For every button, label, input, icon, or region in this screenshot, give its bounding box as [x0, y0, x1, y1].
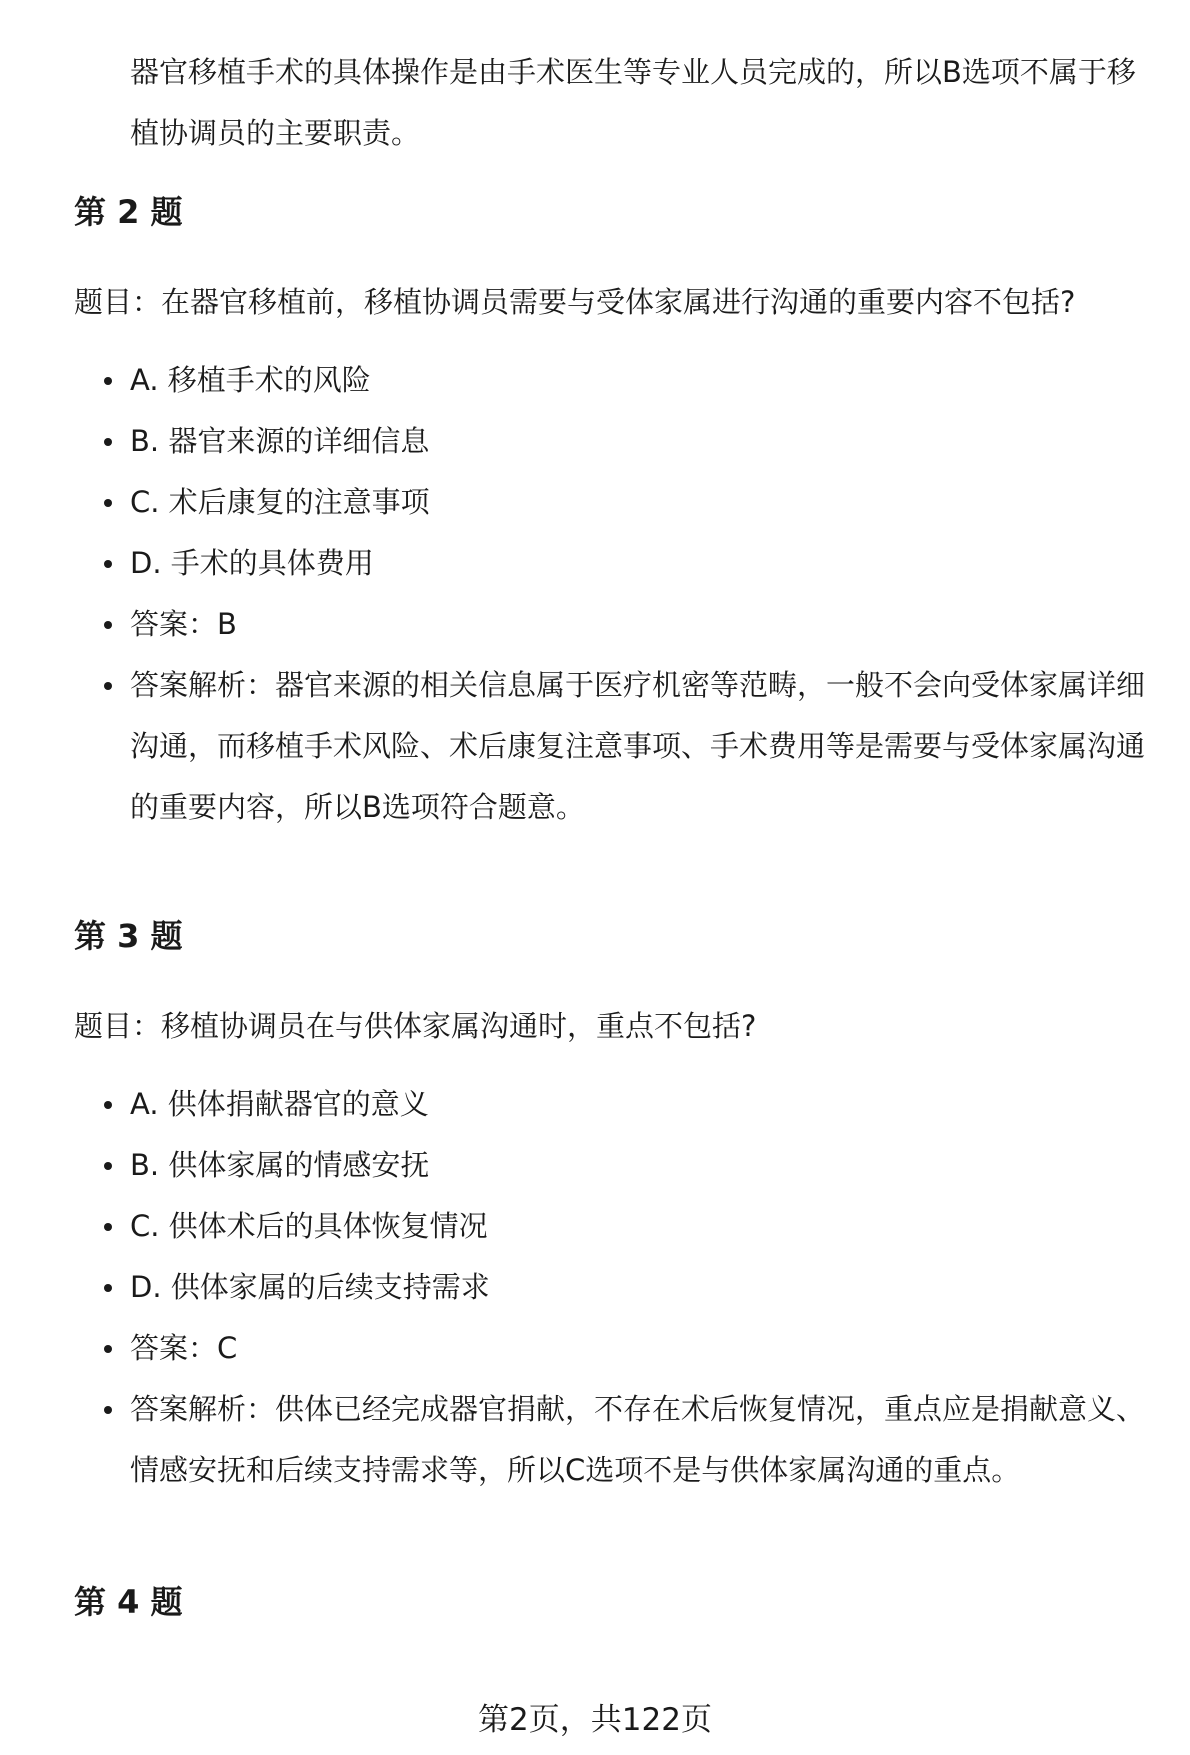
question-3-options [0, 1074, 1190, 1501]
bullet-icon [104, 499, 112, 507]
question-4-heading: 第 4 题 [74, 1583, 183, 1621]
question-3-answer: 答案：C [0, 1318, 1190, 1379]
question-2-option-c: C. 术后康复的注意事项 [0, 472, 1190, 533]
bullet-icon [104, 377, 112, 385]
question-2-option-b: B. 器官来源的详细信息 [0, 411, 1190, 472]
question-3-option-c: C. 供体术后的具体恢复情况 [0, 1196, 1190, 1257]
question-3-option-d: D. 供体家属的后续支持需求 [0, 1257, 1190, 1318]
question-2-answer: 答案：B [0, 594, 1190, 655]
bullet-icon [104, 682, 112, 690]
question-2-option-a: A. 移植手术的风险 [0, 350, 1190, 411]
page-footer: 第2页，共122页 [478, 1702, 712, 1738]
question-2-options [0, 350, 1190, 838]
bullet-icon [104, 1101, 112, 1109]
question-2-option-d: D. 手术的具体费用 [0, 533, 1190, 594]
question-3-text: 题目：移植协调员在与供体家属沟通时，重点不包括? [74, 1009, 757, 1043]
bullet-icon [104, 1223, 112, 1231]
bullet-icon [104, 560, 112, 568]
intro-paragraph: 器官移植手术的具体操作是由手术医生等专业人员完成的，所以B选项不属于移植协调员的主要职责。 [130, 55, 1136, 150]
bullet-icon [104, 1406, 112, 1414]
question-3-heading: 第 3 题 [74, 917, 183, 955]
question-2-text: 题目：在器官移植前，移植协调员需要与受体家属进行沟通的重要内容不包括? [74, 285, 1076, 319]
bullet-icon [104, 1162, 112, 1170]
question-2-heading: 第 2 题 [74, 193, 183, 231]
question-3-option-b: B. 供体家属的情感安抚 [0, 1135, 1190, 1196]
bullet-icon [104, 438, 112, 446]
bullet-icon [104, 621, 112, 629]
question-3-analysis: 答案解析：供体已经完成器官捐献，不存在术后恢复情况，重点应是捐献意义、情感安抚和后续支持需求等，所以C选项不是与供体家属沟通的重点。 [0, 1379, 1190, 1501]
question-3-option-a: A. 供体捐献器官的意义 [0, 1074, 1190, 1135]
bullet-icon [104, 1345, 112, 1353]
question-2-analysis: 答案解析：器官来源的相关信息属于医疗机密等范畴，一般不会向受体家属详细沟通，而移植手术风险、术后康复注意事项、手术费用等是需要与受体家属沟通的重要内容，所以B选项符合题意。 [0, 655, 1190, 838]
bullet-icon [104, 1284, 112, 1292]
